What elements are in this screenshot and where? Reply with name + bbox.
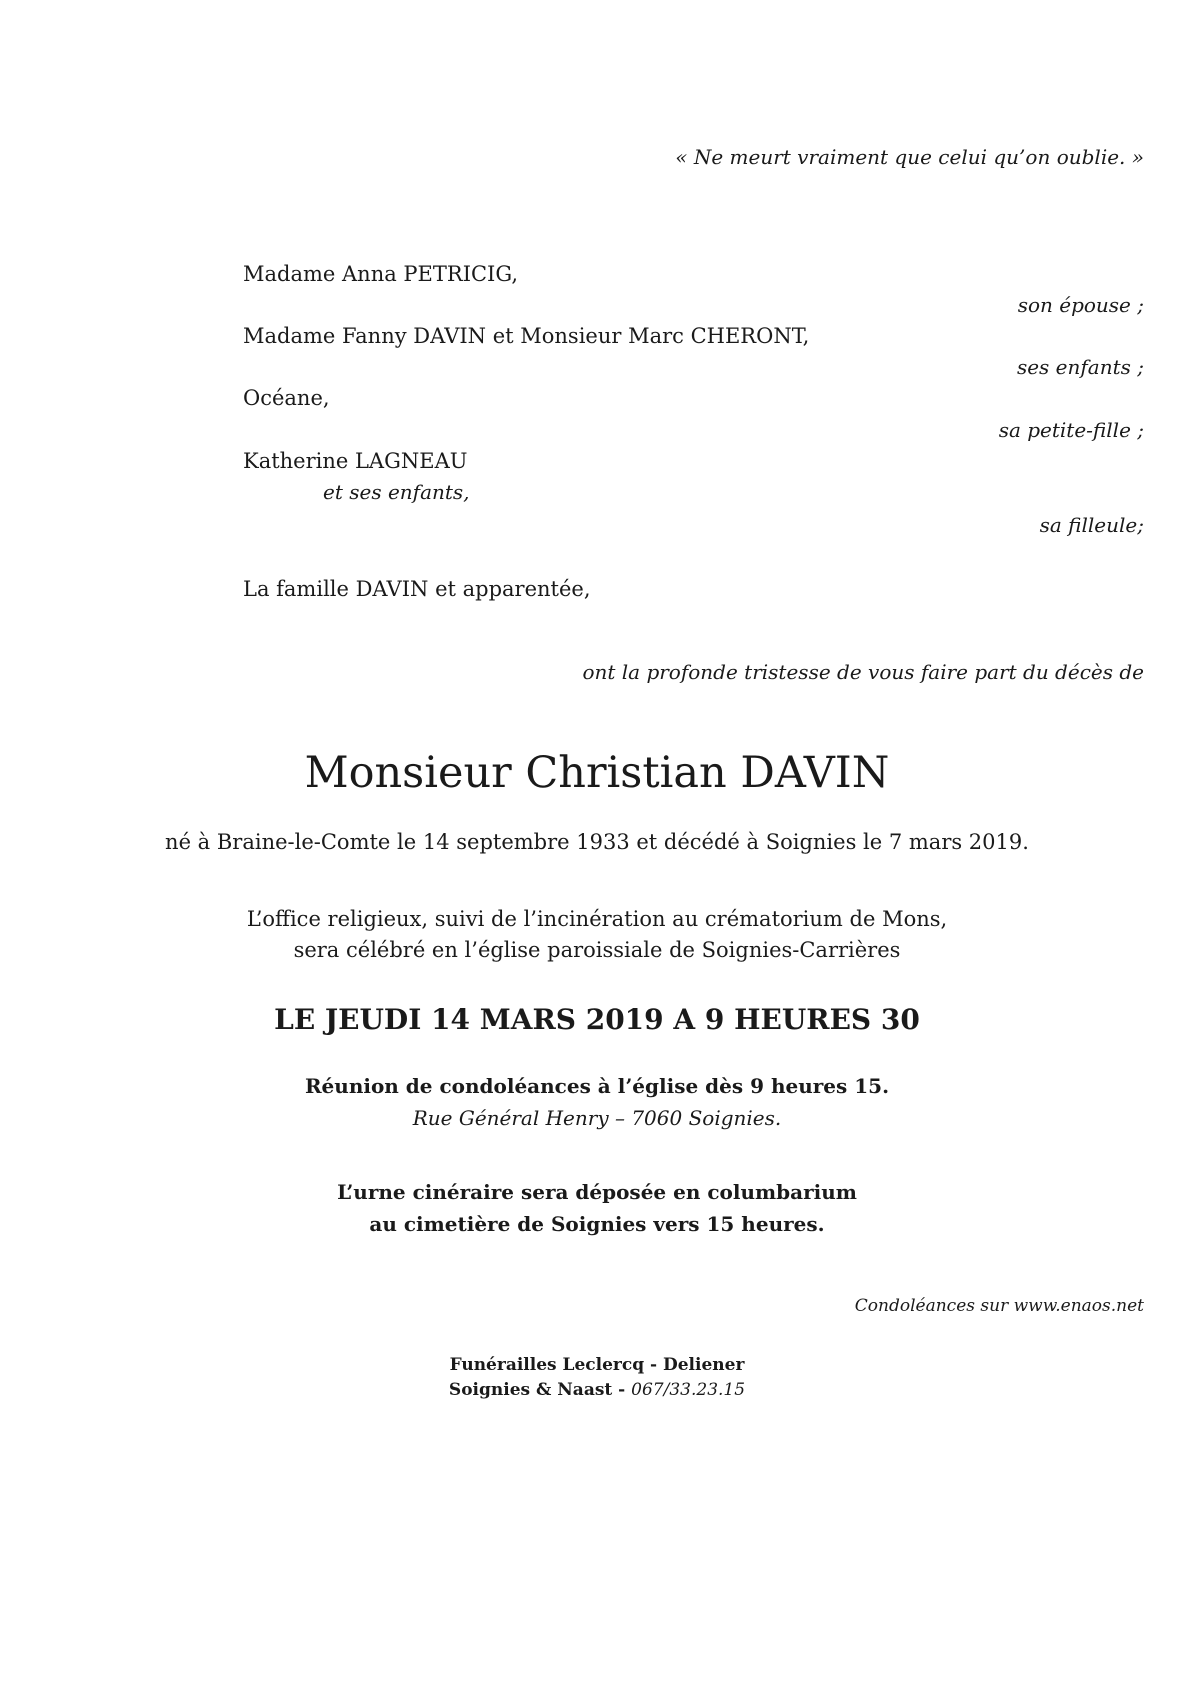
urn-info-line: L’urne cinéraire sera déposée en columbarium [337,1180,857,1204]
ceremony-date: LE JEUDI 14 MARS 2019 A 9 HEURES 30 [274,1003,920,1036]
family-member-relation: sa petite-fille ; [998,418,1144,442]
family-member-name: Madame Anna PETRICIG, [243,262,519,286]
family-member-relation: son épouse ; [1017,293,1144,317]
online-condolences: Condoléances sur www.enaos.net [854,1296,1144,1316]
family-member-name: Océane, [243,386,330,410]
urn-info-line: au cimetière de Soignies vers 15 heures. [369,1212,825,1236]
funeral-home-phone: 067/33.23.15 [631,1380,746,1400]
family-member-relation: ses enfants ; [1016,355,1144,379]
family-member-name: Katherine LAGNEAU [243,449,468,473]
condolence-meeting: Réunion de condoléances à l’église dès 9 heures 15. [304,1074,890,1098]
church-address: Rue Général Henry – 7060 Soignies. [412,1106,782,1130]
funeral-home-name: Funérailles Leclercq - Deliener [449,1355,745,1375]
funeral-home-location: Soignies & Naast - [448,1380,632,1400]
funeral-home-contact [0,1380,1194,1400]
birth-death-info: né à Braine-le-Comte le 14 septembre 1933 et décédé à Soignies le 7 mars 2019. [165,830,1029,854]
deceased-name: Monsieur Christian DAVIN [304,748,890,798]
ceremony-line: sera célébré en l’église paroissiale de Soignies-Carrières [293,938,901,962]
family-member-subline: et ses enfants, [323,480,470,504]
epigraph-quote: « Ne meurt vraiment que celui qu’on oublie. » [675,145,1144,169]
ceremony-line: L’office religieux, suivi de l’incinération au crématorium de Mons, [246,907,948,931]
family-member-name: La famille DAVIN et apparentée, [243,577,591,601]
family-member-name: Madame Fanny DAVIN et Monsieur Marc CHERONT, [243,324,810,348]
family-member-relation: sa filleule; [1039,513,1144,537]
announcement-text: ont la profonde tristesse de vous faire part du décès de [582,660,1144,684]
